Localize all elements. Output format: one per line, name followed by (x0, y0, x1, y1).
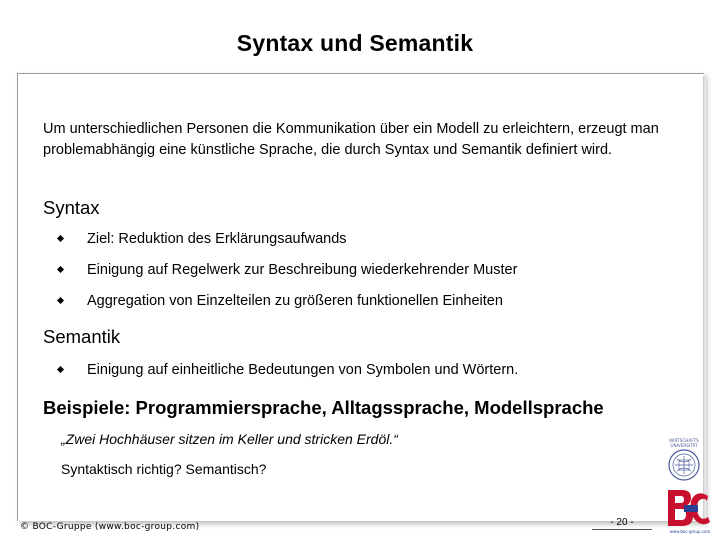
intro-paragraph: Um unterschiedlichen Personen die Kommunikation über ein Modell zu erleichtern, erzeugt man problemabhängig eine künstliche Sprache, die durch Syntax und Semantik definiert wird. (43, 121, 659, 158)
copyright-text: © BOC-Gruppe (www.boc-group.com) (20, 522, 200, 532)
example-quote: „Zwei Hochhäuser sitzen im Keller und stricken Erdöl.“ (61, 431, 398, 447)
svg-text:WIRTSCHAFTS: WIRTSCHAFTS (669, 438, 699, 443)
syntax-bullet-1 (58, 231, 347, 247)
slide-title: Syntax und Semantik (236, 30, 474, 56)
syntax-bullet-3 (58, 293, 503, 309)
svg-text:www.boc-group.com: www.boc-group.com (669, 529, 711, 534)
semantik-heading: Semantik (43, 326, 121, 347)
bullet-diamond-icon (57, 265, 64, 272)
examples-heading: Beispiele: Programmiersprache, Alltagssprache, Modellsprache (43, 397, 604, 418)
semantik-bullet-1 (58, 362, 518, 378)
bullet-diamond-icon (57, 234, 64, 241)
bullet-text: Einigung auf Regelwerk zur Beschreibung wiederkehrender Muster (87, 262, 518, 278)
syntax-bullet-2 (58, 262, 517, 278)
boc-logo-icon (664, 486, 712, 536)
example-question: Syntaktisch richtig? Semantisch? (61, 461, 267, 477)
syntax-heading: Syntax (43, 197, 100, 218)
bullet-diamond-icon (57, 365, 64, 372)
bullet-text: Einigung auf einheitliche Bedeutungen von Symbolen und Wörtern. (87, 362, 519, 378)
bullet-text: Aggregation von Einzelteilen zu größeren funktionellen Einheiten (87, 293, 503, 309)
svg-text:UNIVERSITÄT: UNIVERSITÄT (670, 443, 698, 448)
university-seal-icon (658, 436, 710, 482)
bullet-diamond-icon (57, 296, 64, 303)
page-number: - 20 - (592, 517, 652, 530)
bullet-text: Ziel: Reduktion des Erklärungsaufwands (87, 231, 347, 247)
